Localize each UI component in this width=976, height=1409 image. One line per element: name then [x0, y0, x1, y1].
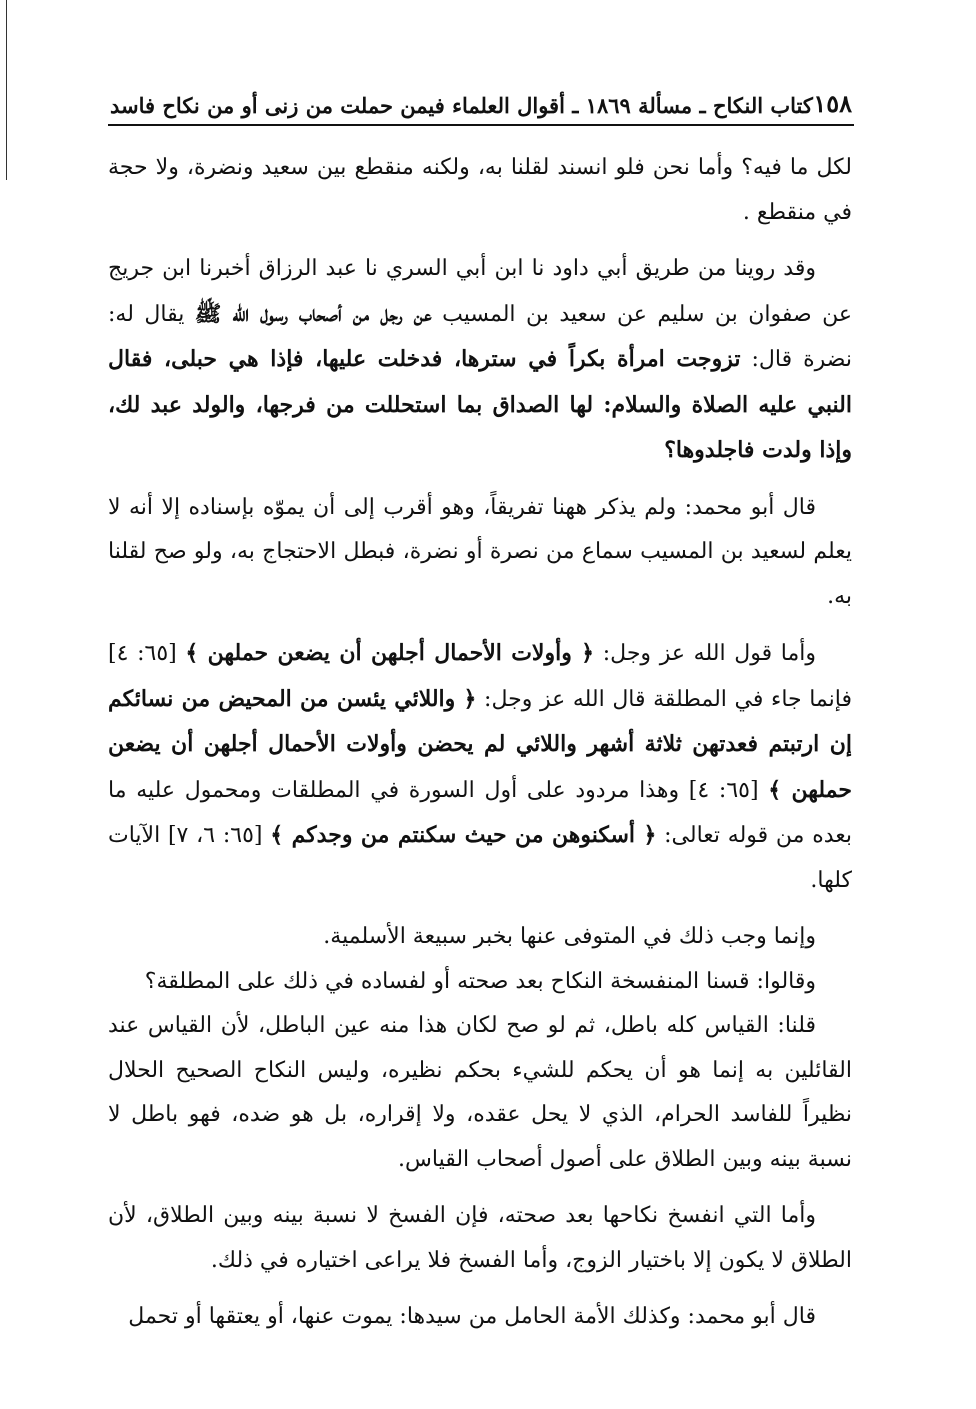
paragraph-text: وأما التي انفسخ نكاحها بعد صحته، فإن الفسخ لا نسبة بينه وبين الطلاق، لأن الطلاق لا يكون إلا باختيار الزوج، وأما الفسخ فلا يراعى اختياره في ذلك.: [108, 1203, 852, 1273]
paragraph-text: يقال له: نضرة قال:: [108, 301, 852, 372]
paragraph-7: [108, 1004, 852, 1182]
paragraph-text: [٦٥: ٤] فإنما جاء في المطلقة قال الله عز وجل:: [108, 641, 852, 712]
bold-text: عن رجل من أصحاب رسول الله ﷺ: [194, 300, 432, 327]
paragraph-5: [108, 915, 852, 960]
paragraph-8: [108, 1194, 852, 1283]
paragraph-text: قال أبو محمد: وكذلك الأمة الحامل من سيدها: يموت عنها، أو يعتقها أو تحمل: [128, 1304, 816, 1329]
hadith-text: تزوجت امرأة بكراً في سترها، فدخلت عليها، فإذا هي حبلى، فقال النبي عليه الصلاة والسلام: لها الصداق بما استحللت من فرجها، والولد عبد لك، وإذا ولدت فاجلدوها؟: [108, 346, 852, 463]
paragraph-text: وقد روينا من طريق أبي داود نا ابن أبي السري نا عبد الرزاق أخبرنا ابن جريج عن صفوان بن سليم عن سعيد بن المسيب: [108, 256, 852, 327]
paragraph-text: [٦٥: ٦، ٧] الآيات كلها.: [108, 823, 852, 893]
paragraph-text: قلنا: القياس كله باطل، ثم لو صح لكان هذا منه عين الباطل، لأن القياس عند القائلين به إنما هو أن يحكم للشيء بحكم نظيره، وليس النكاح الصحيح الحلال نظيراً للفاسد الحرام، الذي لا يحل عقده، ولا إقراره، بل هو ضده، فهو باطل لا نسبة بينه وبين الطلاق على أصول أصحاب القياس.: [108, 1013, 852, 1172]
header-divider: [108, 124, 854, 126]
running-title: كتاب النكاح ـ مسألة ١٨٦٩ ـ أقوال العلماء فيمن حملت من زنى أو من نكاح فاسد: [110, 93, 813, 118]
quran-verse: ﴿ أسكنوهن من حيث سكنتم من وجدكم ﴾: [270, 822, 657, 848]
page-number: ١٥٨: [813, 89, 852, 118]
quran-verse: ﴿ واللائي يئسن من المحيض من نسائكم إن ارتبتم فعدتهن ثلاثة أشهر واللائي لم يحضن وأولات الأحمال أجلهن أن يضعن حملهن ﴾: [108, 685, 853, 803]
paragraph-6: [108, 960, 852, 1005]
paragraph-text: لكل ما فيه؟ وأما نحن فلو انسند لقلنا به، ولكنه منقطع بين سعيد ونضرة، ولا حجة في منقطع .: [108, 155, 852, 225]
paragraph-text: وقالوا: قسنا المنفسخة النكاح بعد صحته أو لفساده في ذلك على المطلقة؟: [144, 968, 816, 994]
paragraph-4: [108, 631, 852, 903]
quran-verse: ﴿ وأولات الأحمال أجلهن أن يضعن حملهن ﴾: [185, 640, 595, 666]
page-header: [110, 78, 852, 118]
paragraph-text: وأما قول الله عز وجل:: [594, 641, 816, 666]
margin-rule: [6, 0, 7, 180]
paragraph-text: [٦٥: ٤] وهذا مردود على أول السورة في المطلقات ومحمول عليه ما بعده من قوله تعالى:: [108, 777, 853, 848]
paragraph-text: قال أبو محمد: ولم يذكر ههنا تفريقاً، وهو أقرب إلى أن يموّه بإسناده إلا أنه لا يعلم لسعيد بن المسيب سماع من نصرة أو نضرة، فبطل الاحتجاج به، ولو صح لقلنا به.: [108, 494, 852, 609]
paragraph-2: [108, 247, 852, 474]
paragraph-9: [108, 1295, 852, 1340]
paragraph-text: وإنما وجب ذلك في المتوفى عنها بخبر سبيعة الأسلمية.: [323, 924, 816, 949]
page-body: [108, 146, 853, 1329]
paragraph-3: [108, 486, 852, 620]
paragraph-1: [108, 146, 852, 235]
